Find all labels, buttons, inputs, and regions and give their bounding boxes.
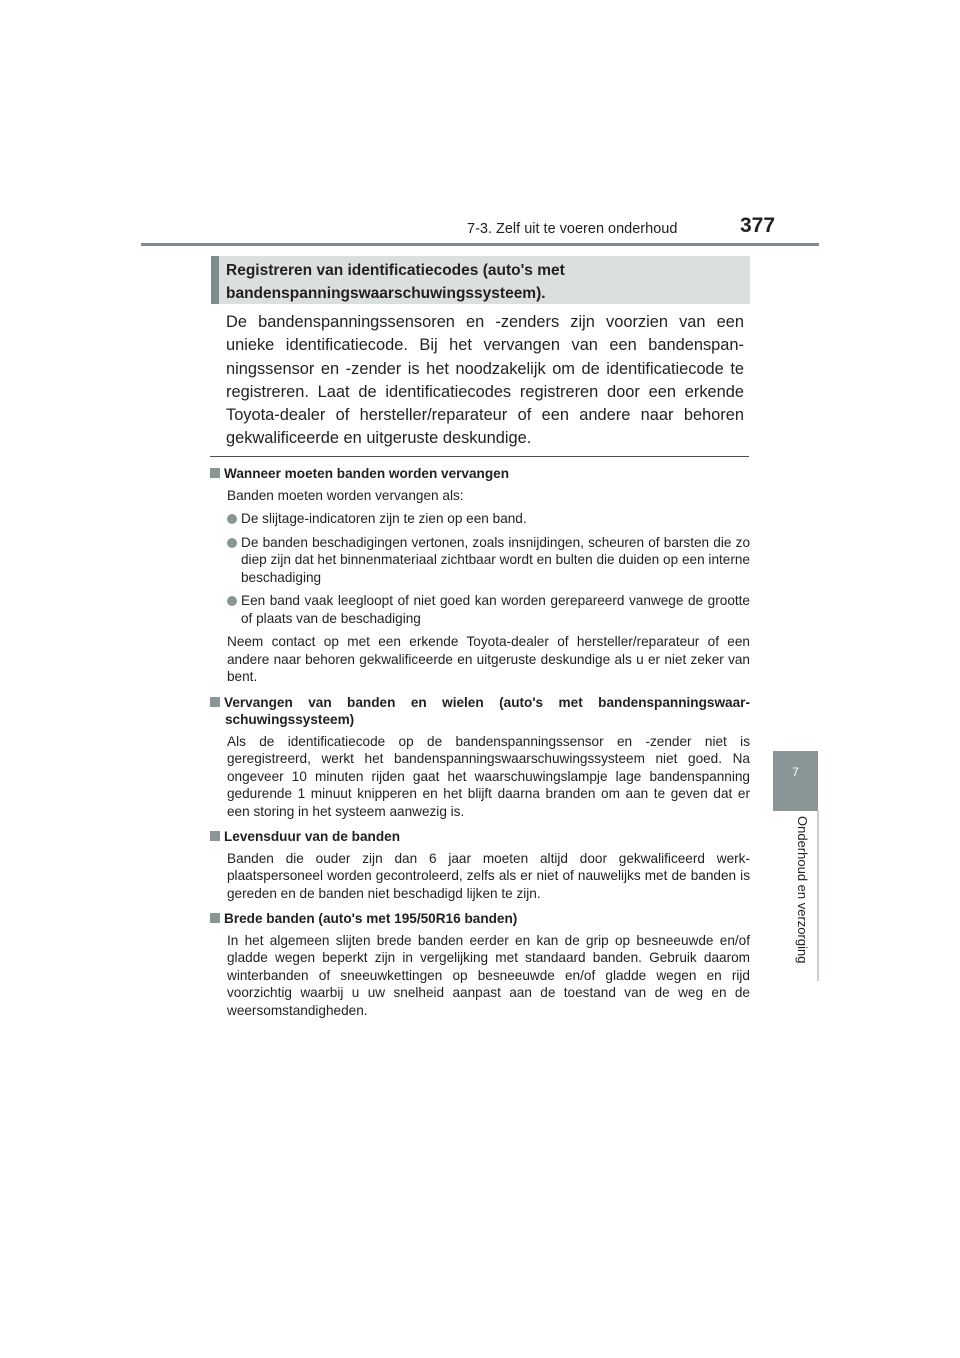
list-item (227, 534, 750, 587)
chapter-label: Onderhoud en verzorging (795, 816, 810, 964)
paragraph: Banden die ouder zijn dan 6 jaar moeten altijd door gekwalificeerd werkplaatspersoneel worden gecontroleerd, zelfs als er niet of nauwelijks met de banden is gereden en de banden niet beschadigd lijken te zijn. (227, 850, 750, 901)
square-bullet-icon (210, 697, 220, 707)
section-title: 7-3. Zelf uit te voeren onderhoud (467, 221, 678, 237)
subheading (210, 465, 750, 483)
square-bullet-icon (210, 831, 220, 841)
chapter-rule (817, 811, 819, 981)
list-item (227, 592, 750, 627)
list-item-text: Een band vaak leegloopt of niet goed kan worden gerepareerd vanwege de grootte of plaats van de beschadiging (241, 593, 750, 626)
subheading (210, 910, 750, 928)
main-content (210, 465, 750, 1025)
header-rule (141, 243, 819, 246)
chapter-tab (773, 751, 818, 811)
square-bullet-icon (210, 913, 220, 923)
subheading-text: Brede banden (auto's met 195/50R16 banden) (224, 911, 518, 926)
list-item-text: De slijtage-indicatoren zijn te zien op een band. (241, 511, 527, 526)
list-item (227, 510, 750, 528)
subheading-text: Vervangen van banden en wielen (auto's met bandenspanningswaarschuwingssysteem) (224, 694, 750, 727)
subheading-text: Wanneer moeten banden worden vervangen (224, 466, 510, 481)
box-heading (211, 256, 750, 304)
paragraph: Banden moeten worden vervangen als: (227, 487, 464, 503)
subheading (210, 694, 750, 729)
list-item-text: De banden beschadigingen vertonen, zoals insnijdingen, scheuren of barsten die zo diep zijn dat het binnenmateriaal zichtbaar wordt en bulten die duiden op een interne beschadiging (241, 534, 750, 585)
bullet-dot-icon (227, 596, 237, 606)
intro-paragraph: De bandenspanningssensoren en -zenders zijn voorzien van een unieke identificatiecode. Bij het vervangen van een bandenspanningssensor en -zender is het noodzakelijk om de identificatiecode te registreren. Laat de identificatiecodes registreren door een erkende Toyota-dealer of hersteller/reparateur of een andere naar behoren gekwalificeerde en uitgeruste deskundige. (226, 313, 744, 448)
section-rule (210, 456, 749, 457)
square-bullet-icon (210, 468, 220, 478)
paragraph: Neem contact op met een erkende Toyota-dealer of hersteller/reparateur of een andere naar behoren gekwalificeerde en uitgeruste deskundige als u er niet zeker van bent. (227, 634, 750, 684)
box-heading-line: bandenspanningswaarschuwingssysteem). (226, 285, 546, 302)
page-number: 377 (740, 214, 776, 237)
paragraph: In het algemeen slijten brede banden eerder en kan de grip op besneeuwde en/of gladde wegen beperkt zijn in vergelijking met standaard banden. Gebruik daarom winterbanden of sneeuwkettingen op besneeuwde en/of gladde wegen en rijd voorzichtig waarbij u uw snelheid aanpast aan de toestand van de weg en de weersomstandigheden. (227, 932, 750, 1018)
paragraph: Als de identificatiecode op de bandenspanningssensor en -zender niet is geregistreerd, werkt het bandenspanningswaarschuwingssysteem niet goed. Na ongeveer 10 minuten rijden gaat het waarschuwingslampje lage bandenspanning gedurende 1 minuut knipperen en het blijft daarna branden om aan te geven dat er een storing in het systeem aanwezig is. (227, 733, 750, 819)
subheading-text: Levensduur van de banden (224, 829, 401, 844)
bullet-dot-icon (227, 514, 237, 524)
bullet-dot-icon (227, 538, 237, 548)
chapter-number: 7 (792, 765, 799, 779)
subheading (210, 828, 750, 846)
box-heading-line: Registreren van identificatiecodes (auto's met (226, 262, 565, 279)
